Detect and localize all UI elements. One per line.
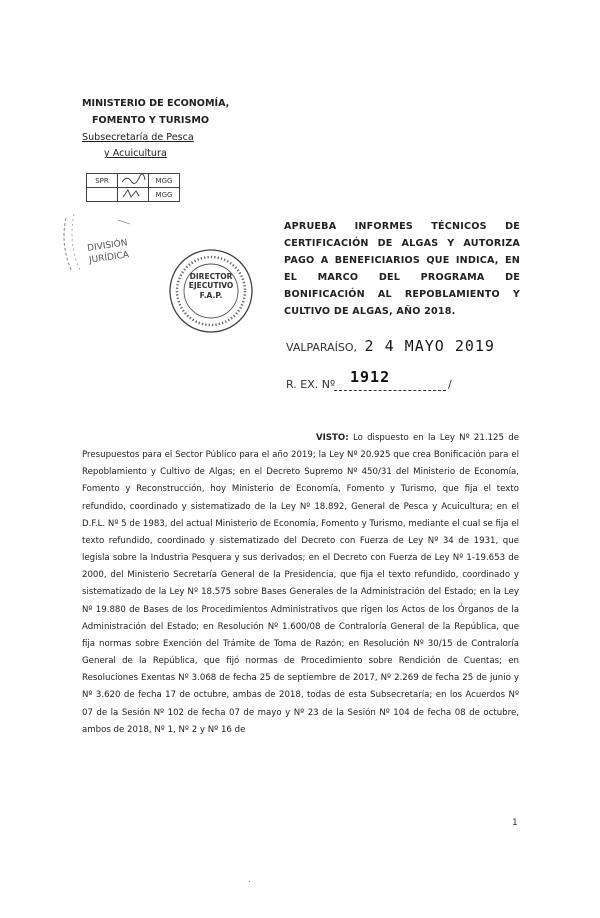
initials-cell xyxy=(118,174,149,188)
initials-table xyxy=(86,173,180,202)
resolution-slash: / xyxy=(448,378,452,391)
initials-cell: MGG xyxy=(149,174,180,188)
place-date-line xyxy=(286,337,495,355)
date-stamp: 2 4 MAYO 2019 xyxy=(364,337,495,355)
ministry-name-line1: MINISTERIO DE ECONOMÍA, xyxy=(82,98,230,109)
page-number: 1 xyxy=(512,818,518,828)
initials-cell: MGG xyxy=(149,188,180,202)
initials-row xyxy=(87,174,180,188)
director-seal xyxy=(168,248,254,334)
resolution-number-line xyxy=(286,368,452,391)
seal-center-text: DIRECTOR EJECUTIVO F.A.P. xyxy=(188,272,234,300)
signature-mark xyxy=(119,174,147,185)
ministry-name-line2: FOMENTO Y TURISMO xyxy=(92,114,210,126)
footer-mark: . xyxy=(248,875,251,885)
resolution-number: 1912 xyxy=(350,368,391,386)
subsecretaria-line2: y Acuicultura xyxy=(104,148,167,160)
initials-cell: SPR xyxy=(87,174,118,188)
visto-label: VISTO: xyxy=(316,433,349,443)
resolution-summary: APRUEBA INFORMES TÉCNICOS DE CERTIFICACIÓN DE ALGAS Y AUTORIZA PAGO A BENEFICIARIOS QUE INDICA, EN EL MARCO DEL PROGRAMA DE BONIFICACIÓN AL REPOBLAMIENTO Y CULTIVO DE ALGAS, AÑO 2018. xyxy=(284,221,520,317)
visto-paragraph xyxy=(82,430,519,739)
signature-mark xyxy=(119,188,147,199)
initials-cell xyxy=(118,188,149,202)
resolution-underline xyxy=(334,390,446,391)
ministry-header xyxy=(82,96,229,163)
visto-text: Lo dispuesto en la Ley Nº 21.125 de Presupuestos para el Sector Público para el año 2019; la Ley Nº 20.925 que crea Bonificación para el Repoblamiento y Cultivo de Algas; en el Decreto Supremo Nº 450/31 del Ministerio de Economía, Fomento y Reconstrucción, hoy Ministerio de Economía, Fomento y Turismo, que fija el texto refundido, coordinado y sistematizado de la Ley Nº 18.892, General de Pesca y Acuicultura; en el D.F.L. Nº 5 de 1983, del actual Ministerio de Economía, Fomento y Turismo, mediante el cual se fija el texto refundido, coordinado y sistematizado del Decreto con Fuerza de Ley Nº 34 de 1931, que legisla sobre la Industria Pesquera y sus derivados; en el Decreto con Fuerza de Ley Nº 1-19.653 de 2000, del Ministerio Secretaría General de la Presidencia, que fija el texto refundido, coordinado y sistematizado de la Ley Nº 18.575 sobre Bases Generales de la Administración del Estado; en la Ley Nº 19.880 de Bases de los Procedimientos Administrativos que rigen los Actos de los Órganos de la Administración del Estado; en Resolución Nº 1.600/08 de Contraloría General de la República, que fija normas sobre Exención del Trámite de Toma de Razón; en Resolución Nº 30/15 de Contraloría General de la República, que fijó normas de Procedimiento sobre Rendición de Cuentas; en Resoluciones Exentas Nº 3.068 de fecha 25 de septiembre de 2017, Nº 2.269 de fecha 25 de junio y Nº 3.620 de fecha 17 de octubre, ambas de 2018, todas de esta Subsecretaría; en los Acuerdos Nº 07 de la Sesión Nº 102 de fecha 07 de mayo y Nº 23 de la Sesión Nº 104 de fecha 08 de octubre, ambos de 2018, Nº 1, Nº 2 y Nº 16 de xyxy=(82,433,520,735)
division-stamp-text: DIVISIÓN JURÍDICA xyxy=(86,238,130,266)
place-label: VALPARAÍSO, xyxy=(286,341,358,354)
initials-cell xyxy=(87,188,118,202)
subsecretaria-line1: Subsecretaría de Pesca xyxy=(82,131,194,143)
visto-section xyxy=(82,430,519,739)
initials-row xyxy=(87,188,180,202)
resolution-label: R. EX. Nº xyxy=(286,378,336,391)
division-juridica-stamp xyxy=(58,210,158,280)
